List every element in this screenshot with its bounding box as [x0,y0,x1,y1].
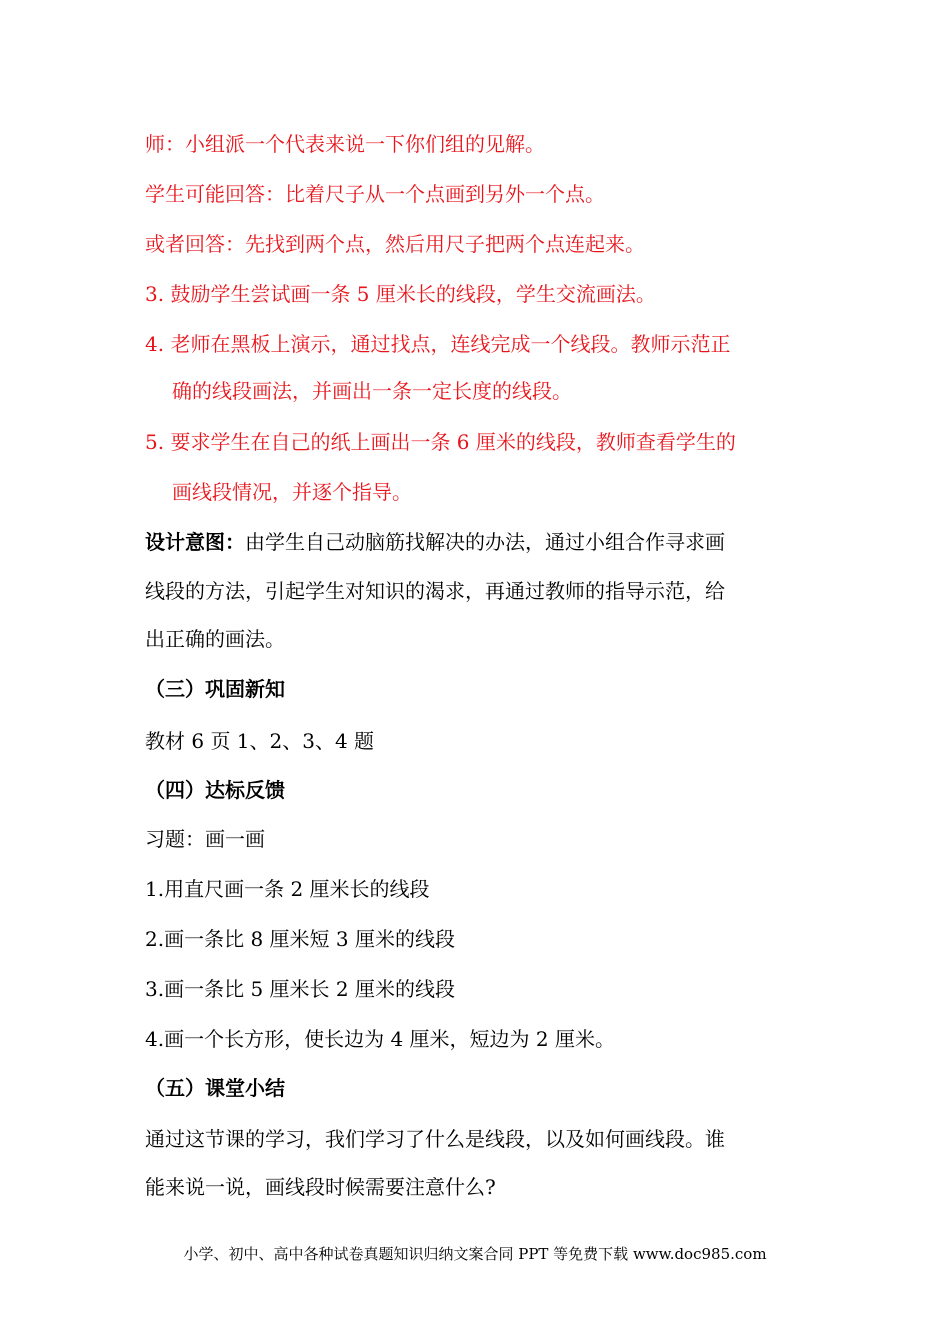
design-intent-label: 设计意图： [145,530,245,554]
section-5-heading: （五）课堂小结 [145,1076,285,1100]
design-intent-line-3: 出正确的画法。 [145,627,285,651]
section-3-heading: （三）巩固新知 [145,677,285,701]
summary-line-1: 通过这节课的学习，我们学习了什么是线段，以及如何画线段。谁 [145,1127,725,1151]
design-intent-line-1 [145,529,725,555]
exercise-item-2: 2.画一条比 8 厘米短 3 厘米的线段 [145,927,455,951]
exercise-title: 习题：画一画 [145,827,265,851]
exercise-item-1: 1.用直尺画一条 2 厘米长的线段 [145,877,430,901]
design-intent-line-2: 线段的方法，引起学生对知识的渴求，再通过教师的指导示范，给 [145,579,725,603]
footer-text: 小学、初中、高中各种试卷真题知识归纳文案合同 PPT 等免费下载 www.doc985.com [183,1245,767,1263]
step-4-line-1: 4. 老师在黑板上演示，通过找点，连线完成一个线段。教师示范正 [145,332,731,356]
step-5-line-2: 画线段情况，并逐个指导。 [172,480,412,504]
student-answer-1: 学生可能回答：比着尺子从一个点画到另外一个点。 [145,182,605,206]
step-4-line-2: 确的线段画法，并画出一条一定长度的线段。 [172,379,572,403]
summary-line-2: 能来说一说，画线段时候需要注意什么? [145,1175,496,1199]
section-4-heading: （四）达标反馈 [145,778,285,802]
step-5-line-1: 5. 要求学生在自己的纸上画出一条 6 厘米的线段，教师查看学生的 [145,430,736,454]
exercise-item-3: 3.画一条比 5 厘米长 2 厘米的线段 [145,977,455,1001]
design-intent-text-1: 由学生自己动脑筋找解决的办法，通过小组合作寻求画 [245,530,725,554]
teacher-prompt: 师：小组派一个代表来说一下你们组的见解。 [145,132,545,156]
exercise-item-4: 4.画一个长方形，使长边为 4 厘米，短边为 2 厘米。 [145,1027,615,1051]
step-3: 3. 鼓励学生尝试画一条 5 厘米长的线段，学生交流画法。 [145,282,656,306]
section-3-text: 教材 6 页 1、2、3、4 题 [145,729,375,753]
student-answer-2: 或者回答：先找到两个点，然后用尺子把两个点连起来。 [145,232,645,256]
